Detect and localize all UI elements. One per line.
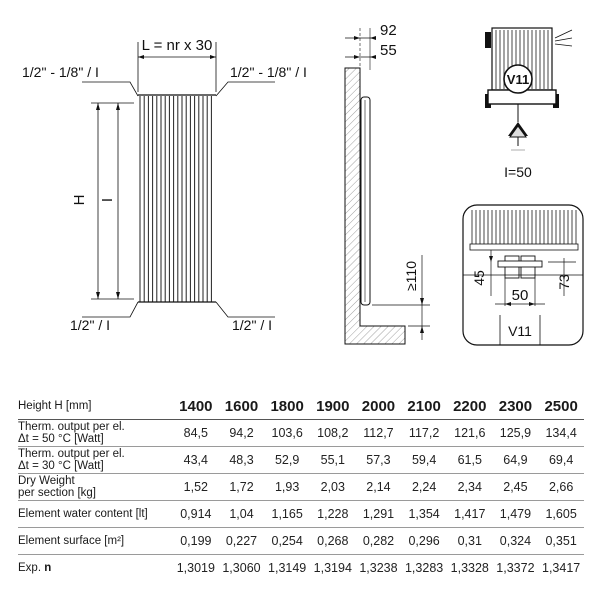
table-cell: 0,914 [180,507,212,521]
table-cell: 1,3372 [496,561,535,575]
table-cell: 1,93 [274,480,300,494]
row-label-bold: n [44,562,52,574]
inner-depth-label: 55 [380,42,397,59]
row-label [18,447,173,474]
connection-bottom-left-label: 1/2" / I [70,317,110,333]
row-label-line: Therm. output per el. [18,448,125,460]
table-cell: 0,268 [317,534,349,548]
row-label-line: Exp. [18,562,45,574]
table-cell: 2,34 [457,480,482,494]
table-row [18,447,584,474]
row-label [18,474,173,501]
detail-model-label: V11 [508,323,532,339]
table-cell: 0,254 [271,534,303,548]
connection-top-left-label: 1/2" - 1/8" / I [22,64,99,80]
table-cell: 59,4 [411,453,437,467]
table-cell: 43,4 [183,453,208,467]
table-cell: 125,9 [499,426,532,440]
height-column-header: 1900 [316,397,350,415]
row-label [18,555,173,582]
row-label [18,528,173,555]
width-label: L = nr x 30 [141,37,213,54]
table-cell: 0,324 [499,534,532,548]
specification-table [18,393,584,581]
height-label: H [71,194,88,206]
table-cell: 61,5 [457,453,482,467]
detail-tubes [472,210,576,244]
table-row [18,555,584,582]
table-cell: 69,4 [548,453,574,467]
table-cell: 1,228 [317,507,349,521]
valve-distance-label: I=50 [504,164,532,180]
depth-label: 92 [380,22,397,39]
table-cell: 0,227 [225,534,258,548]
table-cell: 48,3 [229,453,254,467]
table-row [18,501,584,528]
table-cell: 84,5 [183,426,208,440]
height-header-label: Height H [mm] [18,400,92,412]
side-view [345,22,430,344]
table-cell: 103,6 [271,426,303,440]
table-cell: 55,1 [320,453,345,467]
table-cell: 1,3194 [313,561,352,575]
detail-view [463,205,583,345]
height-column-header: 1400 [179,397,213,415]
table-cell: 0,282 [362,534,395,548]
height-column-header: 2100 [407,397,441,415]
table-row [18,474,584,501]
row-label [18,501,173,528]
table-cell: 1,3060 [222,561,261,575]
detail-center-distance-label: 50 [511,287,529,304]
row-label-line: Therm. output per el. [18,421,125,433]
row-label [18,420,173,447]
table-cell: 1,04 [229,507,254,521]
table-cell: 64,9 [503,453,528,467]
valve-diagram [485,28,572,180]
table-cell: 0,351 [545,534,577,548]
height-column-header: 2500 [544,397,578,415]
table-cell: 2,66 [548,480,574,494]
row-label-line: Δt = 30 °C [Watt] [18,460,104,472]
table-cell: 1,3238 [359,561,398,575]
table-cell: 1,52 [183,480,208,494]
table-cell: 2,45 [503,480,528,494]
table-cell: 1,72 [229,480,254,494]
table-cell: 1,3283 [404,561,444,575]
table-cell: 1,3328 [450,561,489,575]
floor-clearance-label: ≥110 [403,260,419,292]
height-column-header: 2300 [498,397,533,415]
radiator-tubes [140,96,211,302]
row-label-line: Element surface [m²] [18,535,125,547]
row-label-line: Δt = 50 °C [Watt] [18,433,104,445]
table-cell: 2,03 [320,480,345,494]
height-column-header: 2000 [361,397,396,415]
connection-bottom-right-label: 1/2" / I [232,317,272,333]
row-label-line: Dry Weight [18,475,75,487]
table-cell: 112,7 [363,426,394,440]
table-cell: 2,14 [366,480,391,494]
table-cell: 0,199 [180,534,212,548]
table-cell: 1,165 [271,507,303,521]
inner-height-label: I [99,197,116,203]
table-cell: 2,24 [411,480,437,494]
connection-top-right-label: 1/2" - 1/8" / I [230,64,307,80]
height-column-header: 1800 [270,397,304,415]
table-header-row [18,393,584,420]
height-column-header: 1600 [224,397,259,415]
front-view [22,37,307,333]
table-cell: 1,479 [499,507,532,521]
table-body [18,420,584,582]
height-column-header: 2200 [453,397,487,415]
table-cell: 0,296 [408,534,440,548]
table-cell: 1,354 [408,507,440,521]
table-cell: 1,3417 [542,561,581,575]
valve-model-label: V11 [506,72,530,87]
table-row [18,528,584,555]
table-cell: 1,417 [454,507,486,521]
table-cell: 134,4 [545,426,577,440]
table-cell: 52,9 [274,453,300,467]
table-cell: 108,2 [317,426,349,440]
detail-height-left-label: 45 [471,270,487,286]
table-cell: 121,6 [454,426,486,440]
table-cell: 117,2 [408,426,440,440]
row-label-line: Element water content [lt] [18,508,148,520]
table-cell: 57,3 [366,453,391,467]
table-cell: 1,605 [545,507,577,521]
table-cell: 0,31 [457,534,482,548]
detail-height-right-label: 73 [556,274,572,290]
row-label-line: per section [kg] [18,487,96,499]
table-cell: 94,2 [229,426,254,440]
table-cell: 1,291 [362,507,395,521]
table-cell: 1,3019 [176,561,215,575]
table-row [18,420,584,447]
table-cell: 1,3149 [268,561,307,575]
